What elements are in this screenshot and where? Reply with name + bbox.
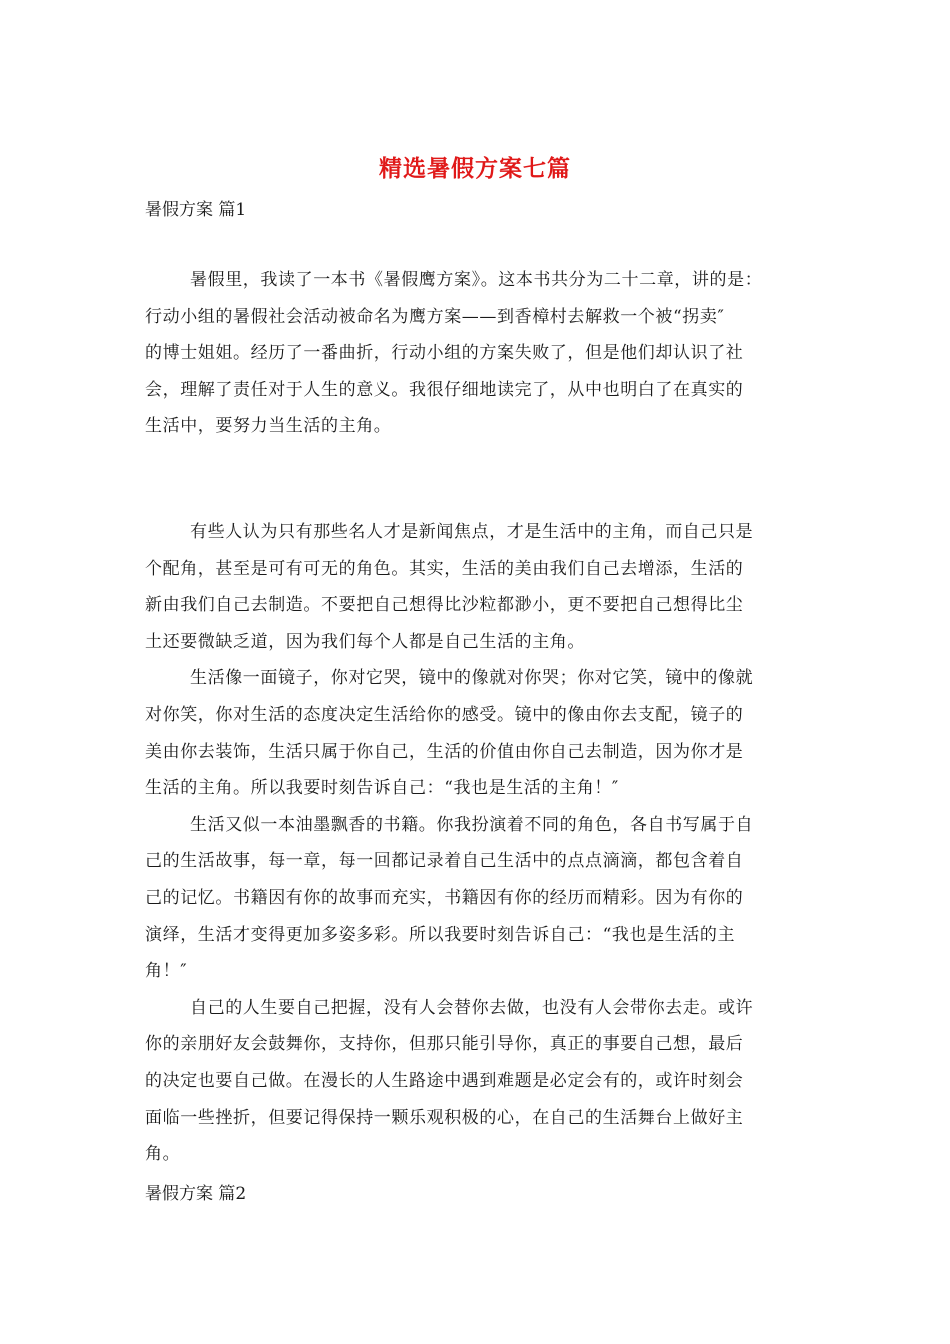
text-line: 会，理解了责任对于人生的意义。我很仔细地读完了，从中也明白了在真实的: [145, 379, 744, 400]
text-line: 个配角，甚至是可有可无的角色。其实，生活的美由我们自己去增添，生活的: [145, 558, 744, 579]
text-line: 己的生活故事，每一章，每一回都记录着自己生活中的点点滴滴，都包含着自: [145, 851, 744, 872]
text-line: 角！″: [145, 961, 188, 982]
paragraph-2: [145, 514, 809, 1173]
text-line: 生活的主角。所以我要时刻告诉自己：“我也是生活的主角！″: [145, 778, 619, 799]
text-line: 土还要微缺乏道，因为我们每个人都是自己生活的主角。: [145, 631, 585, 652]
text-line: 角。: [145, 1144, 181, 1165]
text-line: 己的记忆。书籍因有你的故事而充实，书籍因有你的经历而精彩。因为有你的: [145, 887, 744, 908]
section-heading-2: 暑假方案 篇2: [145, 1184, 247, 1204]
text-line: 自己的人生要自己把握，没有人会替你去做，也没有人会带你去走。或许: [190, 997, 754, 1018]
text-line: 行动小组的暑假社会活动被命名为鹰方案——到香樟村去解救一个被“拐卖″: [145, 306, 725, 327]
text-line: 新由我们自己去制造。不要把自己想得比沙粒都渺小，更不要把自己想得比尘: [145, 595, 744, 616]
text-line: 对你笑，你对生活的态度决定生活给你的感受。镜中的像由你去支配，镜子的: [145, 704, 744, 725]
text-line: 暑假里，我读了一本书《暑假鹰方案》。这本书共分为二十二章，讲的是：: [190, 270, 763, 290]
text-line: 的博士姐姐。经历了一番曲折，行动小组的方案失败了，但是他们却认识了社: [145, 343, 744, 364]
text-line: 生活中，要努力当生活的主角。: [145, 416, 392, 437]
text-line: 生活像一面镜子，你对它哭，镜中的像就对你哭；你对它笑，镜中的像就: [190, 668, 754, 689]
document-title: 精选暑假方案七篇: [379, 155, 571, 182]
text-line: 美由你去装饰，生活只属于你自己，生活的价值由你自己去制造，因为你才是: [145, 741, 744, 762]
text-line: 演绎，生活才变得更加多姿多彩。所以我要时刻告诉自己：“我也是生活的主: [145, 924, 736, 945]
section-heading-1: 暑假方案 篇1: [145, 200, 247, 220]
text-line: 生活又似一本油墨飘香的书籍。你我扮演着不同的角色，各自书写属于自: [190, 814, 754, 835]
text-line: 面临一些挫折，但要记得保持一颗乐观积极的心，在自己的生活舞台上做好主: [145, 1107, 744, 1128]
text-line: 有些人认为只有那些名人才是新闻焦点，才是生活中的主角，而自己只是: [190, 522, 754, 542]
text-line: 的决定也要自己做。在漫长的人生路途中遇到难题是必定会有的，或许时刻会: [145, 1070, 744, 1091]
paragraph-1: [145, 262, 809, 445]
text-line: 你的亲朋好友会鼓舞你，支持你，但那只能引导你，真正的事要自己想，最后: [145, 1034, 744, 1055]
